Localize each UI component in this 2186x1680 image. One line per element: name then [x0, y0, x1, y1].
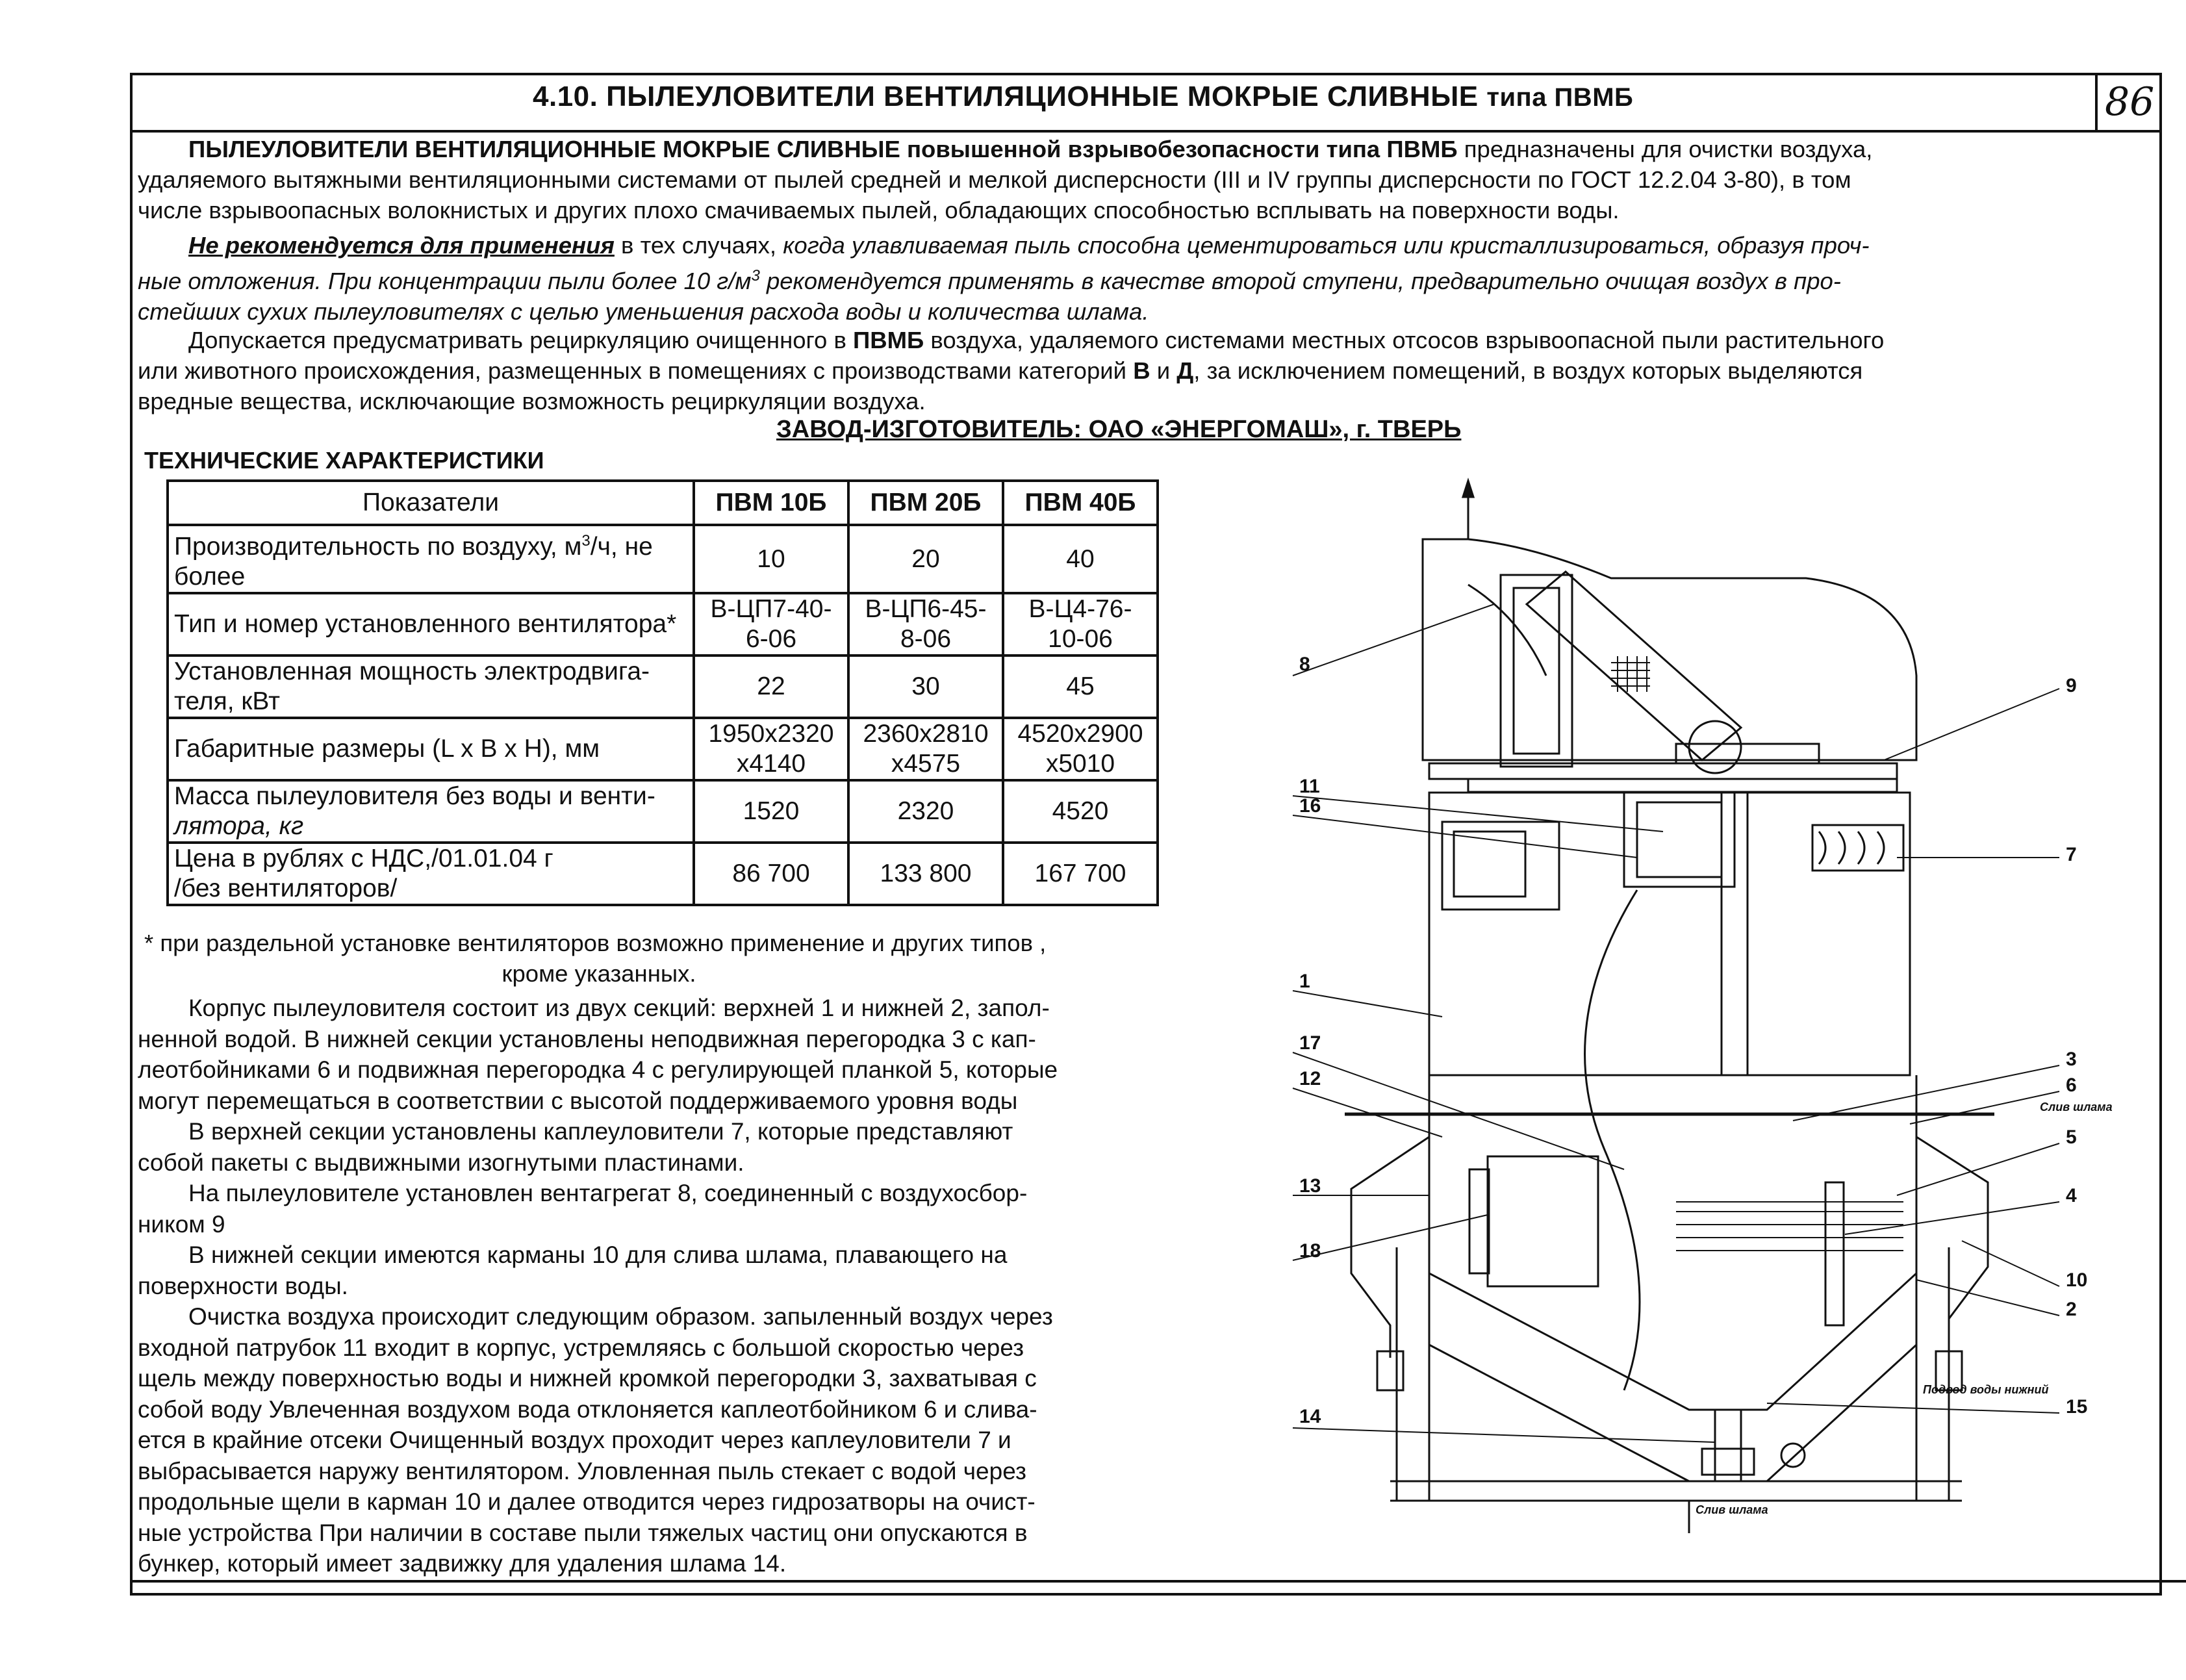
- description-line: щель между поверхностью воды и нижней кромкой перегородки 3, захватывая с: [138, 1365, 1037, 1392]
- callout-16: 16: [1299, 795, 1321, 817]
- cell: 1950x2320 x4140: [694, 718, 848, 780]
- row-label: Установленная мощность электродвига- теля, кВт: [168, 655, 694, 718]
- row-label: Цена в рублях с НДС,/01.01.04 г /без вентиляторов/: [168, 843, 694, 905]
- intro-paragraph-1: ПЫЛЕУЛОВИТЕЛИ ВЕНТИЛЯЦИОННЫЕ МОКРЫЕ СЛИВНЫЕ повышенной взрывобезопасности типа ПВМБ предназначены для очистки воздуха, удаляемого вытяжными вентиляционными системами от пылей средней и мелкой дисперсности (III и IV группы дисперсности по ГОСТ 12.2.04 3-80), в том числе взрывоопасных волокнистых и других плохо смачиваемых пылей, обладающих способностью всплывать на поверхности воды.: [138, 136, 1873, 223]
- description-line: Очистка воздуха происходит следующим образом. запыленный воздух через: [188, 1303, 1053, 1330]
- description-line: На пылеуловителе установлен вентагрегат 8, соединенный с воздухосбор-: [188, 1180, 1028, 1206]
- description-line: бункер, который имеет задвижку для удаления шлама 14.: [138, 1550, 787, 1577]
- cell: 167 700: [1003, 843, 1158, 905]
- cell: 40: [1003, 525, 1158, 593]
- row-label: Масса пылеуловителя без воды и венти- лятора, кг: [168, 780, 694, 843]
- description-line: ется в крайние отсеки Очищенный воздух проходит через каплеуловители 7 и: [138, 1427, 1011, 1453]
- callout-17: 17: [1299, 1032, 1321, 1054]
- header-cell: Показатели: [168, 481, 694, 525]
- cell: 45: [1003, 655, 1158, 718]
- callout-6: 6: [2066, 1075, 2077, 1096]
- table-row: [168, 843, 1158, 905]
- dust-collector-drawing: [1273, 468, 2118, 1533]
- intro-paragraph-2: Не рекомендуется для применения в тех случаях, когда улавливаемая пыль способна цементироваться или кристаллизироваться, образуя проч- ные отложения. При концентрации пыли более 10 $г/м^3$ рекомендуется применять в качестве второй ступени, предварительно очищая воздух в про- стейших сухих пылеуловителях с целью уменьшения расхода воды и количества шлама.: [138, 232, 1870, 325]
- description-line: продольные щели в карман 10 и далее отводится через гидрозатворы на очист-: [138, 1488, 1036, 1515]
- description-line: собой пакеты с выдвижными изогнутыми пластинами.: [138, 1149, 744, 1176]
- note-sludge-bottom: Слив шлама: [1696, 1503, 1768, 1516]
- callout-4: 4: [2066, 1185, 2077, 1206]
- cell: 20: [848, 525, 1003, 593]
- description-line: леотбойниками 6 и подвижная перегородка 4 с регулирующей планкой 5, которые: [138, 1056, 1058, 1083]
- row-label: Габаритные размеры (L x B x H), мм: [168, 718, 694, 780]
- callout-10: 10: [2066, 1269, 2088, 1291]
- callout-5: 5: [2066, 1126, 2077, 1148]
- cell: В-ЦП6-45- 8-06: [848, 593, 1003, 655]
- description-line: В нижней секции имеются карманы 10 для слива шлама, плавающего на: [188, 1241, 1008, 1268]
- table-row: [168, 525, 1158, 593]
- callout-14: 14: [1299, 1406, 1321, 1427]
- description: [138, 993, 1203, 1579]
- table-footnote: * при раздельной установке вентиляторов возможно применение и других типов , кроме указанных.: [144, 930, 1047, 987]
- description-line: ником 9: [138, 1210, 225, 1238]
- header-cell: ПВМ 40Б: [1003, 481, 1158, 525]
- header-cell: ПВМ 10Б: [694, 481, 848, 525]
- callout-3: 3: [2066, 1049, 2077, 1070]
- callout-7: 7: [2066, 844, 2077, 865]
- description-line: выбрасывается наружу вентилятором. Уловленная пыль стекает с водой через: [138, 1457, 1026, 1484]
- tech-heading: ТЕХНИЧЕСКИЕ ХАРАКТЕРИСТИКИ: [144, 447, 544, 474]
- description-line: поверхности воды.: [138, 1272, 348, 1299]
- table-row: [168, 780, 1158, 843]
- cell: 86 700: [694, 843, 848, 905]
- description-line: Корпус пылеуловителя состоит из двух секций: верхней 1 и нижней 2, запол-: [188, 995, 1050, 1021]
- cell: В-Ц4-76- 10-06: [1003, 593, 1158, 655]
- spec-table: [166, 479, 1159, 906]
- cell: 2360x2810 x4575: [848, 718, 1003, 780]
- callout-18: 18: [1299, 1240, 1321, 1262]
- row-label: Производительность по воздуху, $м^3/ч$, не более: [168, 525, 694, 593]
- description-line: входной патрубок 11 входит в корпус, устремляясь с большой скоростью через: [138, 1334, 1024, 1361]
- cell: 30: [848, 655, 1003, 718]
- callout-15: 15: [2066, 1396, 2088, 1418]
- table-row: [168, 655, 1158, 718]
- bottom-rule: [130, 1580, 2186, 1583]
- cell: 10: [694, 525, 848, 593]
- description-line: ненной водой. В нижней секции установлены неподвижная перегородка 3 с кап-: [138, 1025, 1036, 1052]
- callout-11: 11: [1299, 776, 1320, 797]
- cell: 4520x2900 x5010: [1003, 718, 1158, 780]
- callout-12: 12: [1299, 1068, 1321, 1089]
- cell: 22: [694, 655, 848, 718]
- callout-2: 2: [2066, 1299, 2077, 1320]
- intro-paragraph-3: Допускается предусматривать рециркуляцию очищенного в ПВМБ воздуха, удаляемого системами местных отсосов взрывоопасной пыли растительного или животного происхождения, размещенных в помещениях с производствами категорий В и Д, за исключением помещений, в воздух которых выделяются вредные вещества, исключающие возможность рециркуляции воздуха.: [138, 327, 1885, 414]
- cell: 2320: [848, 780, 1003, 843]
- row-label: Тип и номер установленного вентилятора*: [168, 593, 694, 655]
- callout-9: 9: [2066, 675, 2077, 696]
- page-title: 4.10. ПЫЛЕУЛОВИТЕЛИ ВЕНТИЛЯЦИОННЫЕ МОКРЫЕ СЛИВНЫЕ типа ПВМБ: [533, 81, 1634, 112]
- cell: В-ЦП7-40- 6-06: [694, 593, 848, 655]
- note-sludge-drain: Слив шлама: [2040, 1101, 2113, 1114]
- table-row: [168, 593, 1158, 655]
- table-header-row: [168, 481, 1158, 525]
- description-line: В верхней секции установлены каплеуловители 7, которые представляют: [188, 1118, 1013, 1145]
- manufacturer: ЗАВОД-ИЗГОТОВИТЕЛЬ: ОАО «ЭНЕРГОМАШ», г. ТВЕРЬ: [776, 416, 1462, 443]
- callout-8: 8: [1299, 654, 1310, 675]
- description-line: могут перемещаться в соответствии с высотой поддерживаемого уровня воды: [138, 1087, 1018, 1114]
- description-line: собой воду Увлеченная воздухом вода отклоняется каплеотбойником 6 и слива-: [138, 1395, 1037, 1423]
- note-water-inlet: Подвод воды нижний: [1923, 1383, 2049, 1396]
- cell: 4520: [1003, 780, 1158, 843]
- cell: 1520: [694, 780, 848, 843]
- callout-1: 1: [1299, 971, 1310, 992]
- page-number: 86: [2105, 79, 2155, 125]
- callout-13: 13: [1299, 1175, 1321, 1197]
- cell: 133 800: [848, 843, 1003, 905]
- description-line: ные устройства При наличии в составе пыли тяжелых частиц они опускаются в: [138, 1519, 1028, 1546]
- table-row: [168, 718, 1158, 780]
- header-cell: ПВМ 20Б: [848, 481, 1003, 525]
